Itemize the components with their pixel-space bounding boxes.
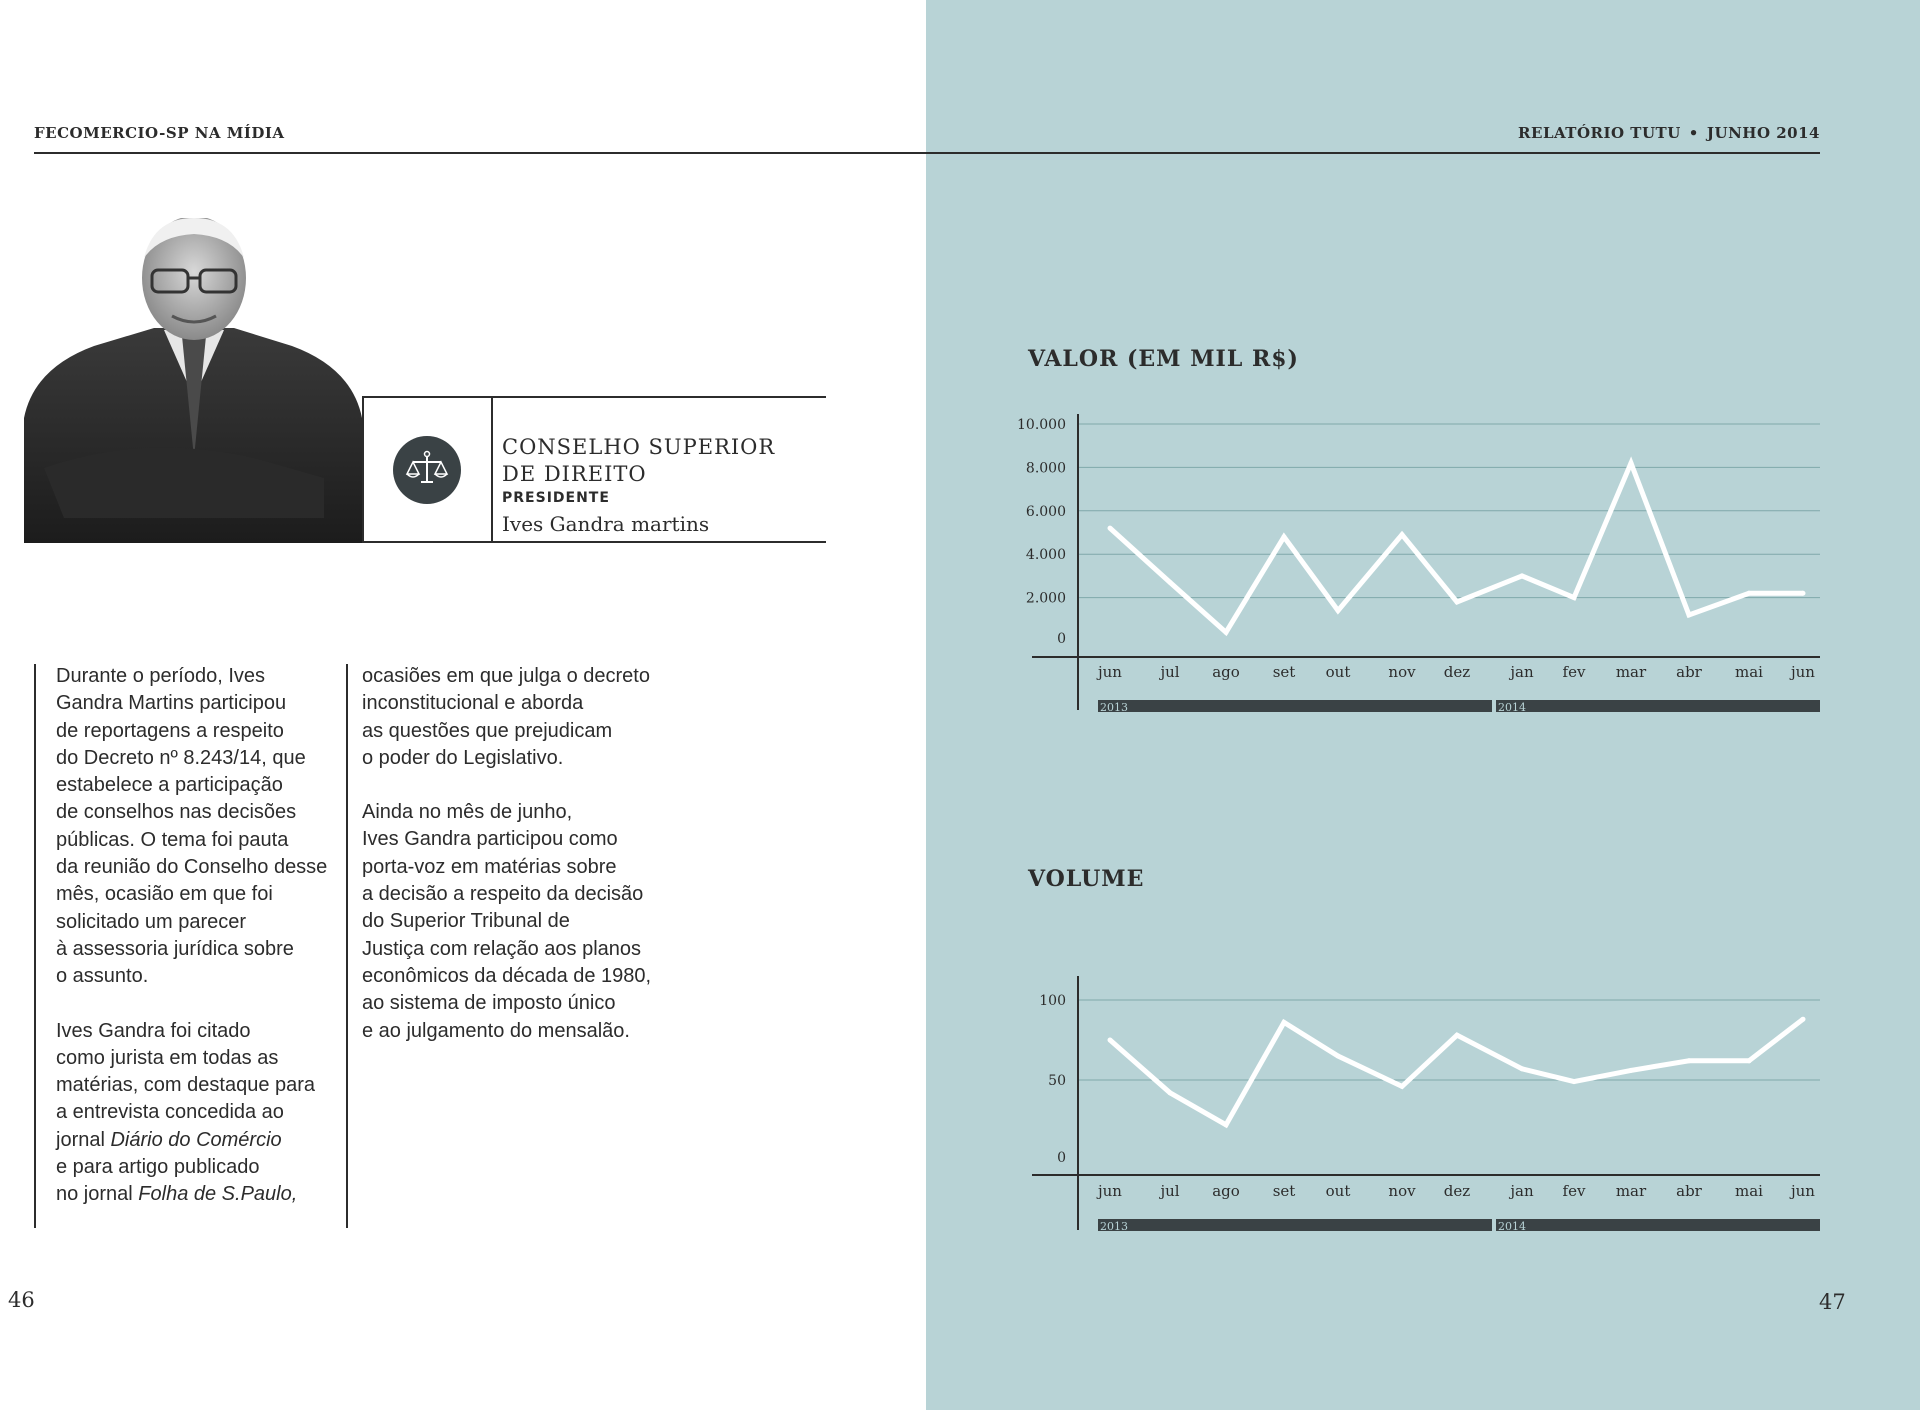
x-tick-label: abr [1676, 1182, 1702, 1200]
section-header: FECOMERCIO-SP NA MÍDIA [34, 124, 285, 142]
text-line: como jurista em todas as [56, 1046, 279, 1069]
data-point [1168, 1090, 1173, 1095]
x-tick-label: set [1272, 1182, 1296, 1200]
council-title-line1: CONSELHO SUPERIOR [502, 435, 776, 459]
header-separator: • [1688, 124, 1699, 142]
year-label: 2013 [1100, 1220, 1128, 1233]
data-point [1687, 1058, 1692, 1063]
data-point [1224, 630, 1229, 635]
data-point [1108, 1038, 1113, 1043]
x-tick-label: ago [1212, 1182, 1240, 1200]
text-line: à assessoria jurídica sobre [56, 937, 294, 960]
y-tick-label: 2.000 [1025, 590, 1066, 607]
data-point [1747, 591, 1752, 596]
text-line: a decisão a respeito da decisão [362, 883, 644, 906]
page-number-right: 47 [1819, 1290, 1846, 1314]
x-tick-label: nov [1388, 663, 1416, 681]
year-bar-2014 [1496, 1219, 1820, 1231]
text-line: Durante o período, Ives [56, 665, 266, 687]
data-point [1336, 1054, 1341, 1059]
x-tick-label: mar [1615, 1182, 1647, 1200]
data-point [1687, 612, 1692, 617]
x-tick-label: mar [1615, 663, 1647, 681]
data-point [1629, 1068, 1634, 1073]
x-tick-label: jun [1098, 663, 1122, 681]
year-label: 2013 [1100, 701, 1128, 714]
year-bar-2014 [1496, 700, 1820, 712]
data-point [1400, 532, 1405, 537]
page-number-left: 46 [8, 1288, 35, 1312]
data-point [1336, 608, 1341, 613]
data-point [1747, 1058, 1752, 1063]
data-point [1224, 1122, 1229, 1127]
data-point [1108, 526, 1113, 531]
x-tick-label: jul [1160, 663, 1180, 681]
report-date: JUNHO 2014 [1706, 124, 1820, 142]
x-tick-label: nov [1388, 1182, 1416, 1200]
x-tick-label: jan [1510, 663, 1534, 681]
data-point [1572, 595, 1577, 600]
year-bar-2013 [1098, 1219, 1492, 1231]
y-tick-label: 0 [1057, 631, 1066, 647]
chart-title-volume: VOLUME [1028, 866, 1145, 892]
x-tick-label: jun [1098, 1182, 1122, 1200]
text-line: a entrevista concedida ao [56, 1101, 284, 1124]
series-line [1110, 463, 1803, 632]
text-line: solicitado um parecer [56, 910, 247, 933]
data-point [1572, 1079, 1577, 1084]
text-line: Gandra Martins participou [56, 692, 287, 715]
x-tick-label: set [1272, 663, 1296, 681]
x-tick-label: fev [1562, 1182, 1586, 1200]
y-tick-label: 50 [1048, 1073, 1066, 1089]
x-tick-label: ago [1212, 663, 1240, 681]
y-tick-label: 6.000 [1025, 503, 1066, 520]
text-line: e para artigo publicado [56, 1156, 260, 1179]
x-tick-label: out [1325, 1182, 1351, 1200]
text-line: ao sistema de imposto único [362, 992, 616, 1015]
data-point [1801, 591, 1806, 596]
text-line: Justiça com relação aos planos [362, 937, 642, 960]
person-name: Ives Gandra martins [502, 512, 710, 536]
newspaper-title: Diário do Comércio [110, 1128, 282, 1151]
text-fragment: no jornal [56, 1183, 139, 1206]
data-point [1168, 580, 1173, 585]
text-line: inconstitucional e aborda [362, 692, 584, 715]
x-tick-label: jun [1791, 1182, 1815, 1200]
y-tick-label: 8.000 [1025, 460, 1066, 477]
data-point [1400, 1084, 1405, 1089]
role-label: PRESIDENTE [502, 490, 610, 506]
text-line: de conselhos nas decisões [56, 801, 297, 824]
data-point [1455, 1033, 1460, 1038]
data-point [1520, 573, 1525, 578]
text-fragment: jornal [56, 1128, 111, 1151]
y-tick-label: 0 [1057, 1150, 1066, 1166]
data-point [1801, 1017, 1806, 1022]
year-label: 2014 [1498, 701, 1526, 714]
x-tick-label: jun [1791, 663, 1815, 681]
text-line: da reunião do Conselho desse [56, 856, 328, 879]
report-name: RELATÓRIO TUTU [1518, 124, 1681, 142]
council-title-line2: DE DIREITO [502, 462, 647, 486]
data-point [1520, 1066, 1525, 1071]
x-tick-label: mai [1735, 1182, 1763, 1200]
text-line: ocasiões em que julga o decreto [362, 665, 650, 687]
newspaper-title: Folha de S.Paulo, [138, 1183, 298, 1206]
text-line: o poder do Legislativo. [362, 746, 564, 769]
text-line: Ives Gandra participou como [362, 828, 618, 851]
text-line: as questões que prejudicam [362, 719, 613, 742]
year-bar-2013 [1098, 700, 1492, 712]
x-tick-label: mai [1735, 663, 1763, 681]
x-tick-label: jul [1160, 1182, 1180, 1200]
text-line: o assunto. [56, 965, 149, 988]
x-tick-label: abr [1676, 663, 1702, 681]
data-point [1282, 1020, 1287, 1025]
text-line: porta-voz em matérias sobre [362, 855, 617, 878]
y-tick-label: 100 [1039, 993, 1066, 1009]
text-line: estabelece a participação [56, 774, 283, 797]
text-line: de reportagens a respeito [56, 719, 284, 742]
x-tick-label: dez [1443, 1182, 1471, 1200]
text-line: matérias, com destaque para [56, 1074, 316, 1097]
x-tick-label: out [1325, 663, 1351, 681]
text-line: e ao julgamento do mensalão. [362, 1019, 630, 1042]
x-tick-label: fev [1562, 663, 1586, 681]
chart-title-valor: VALOR (EM MIL R$) [1028, 346, 1299, 372]
y-tick-label: 4.000 [1025, 547, 1066, 564]
text-line: mês, ocasião em que foi [56, 883, 273, 906]
text-line: Ainda no mês de junho, [362, 801, 573, 824]
y-tick-label: 10.000 [1017, 417, 1066, 433]
text-line: econômicos da década de 1980, [362, 964, 652, 987]
data-point [1282, 534, 1287, 539]
x-tick-label: jan [1510, 1182, 1534, 1200]
text-line: Ives Gandra foi citado [56, 1019, 251, 1042]
data-point [1455, 599, 1460, 604]
text-line: do Decreto nº 8.243/14, que [56, 746, 306, 769]
x-tick-label: dez [1443, 663, 1471, 681]
text-line: do Superior Tribunal de [362, 910, 570, 933]
year-label: 2014 [1498, 1220, 1526, 1233]
data-point [1629, 461, 1634, 466]
text-line: públicas. O tema foi pauta [56, 828, 289, 851]
